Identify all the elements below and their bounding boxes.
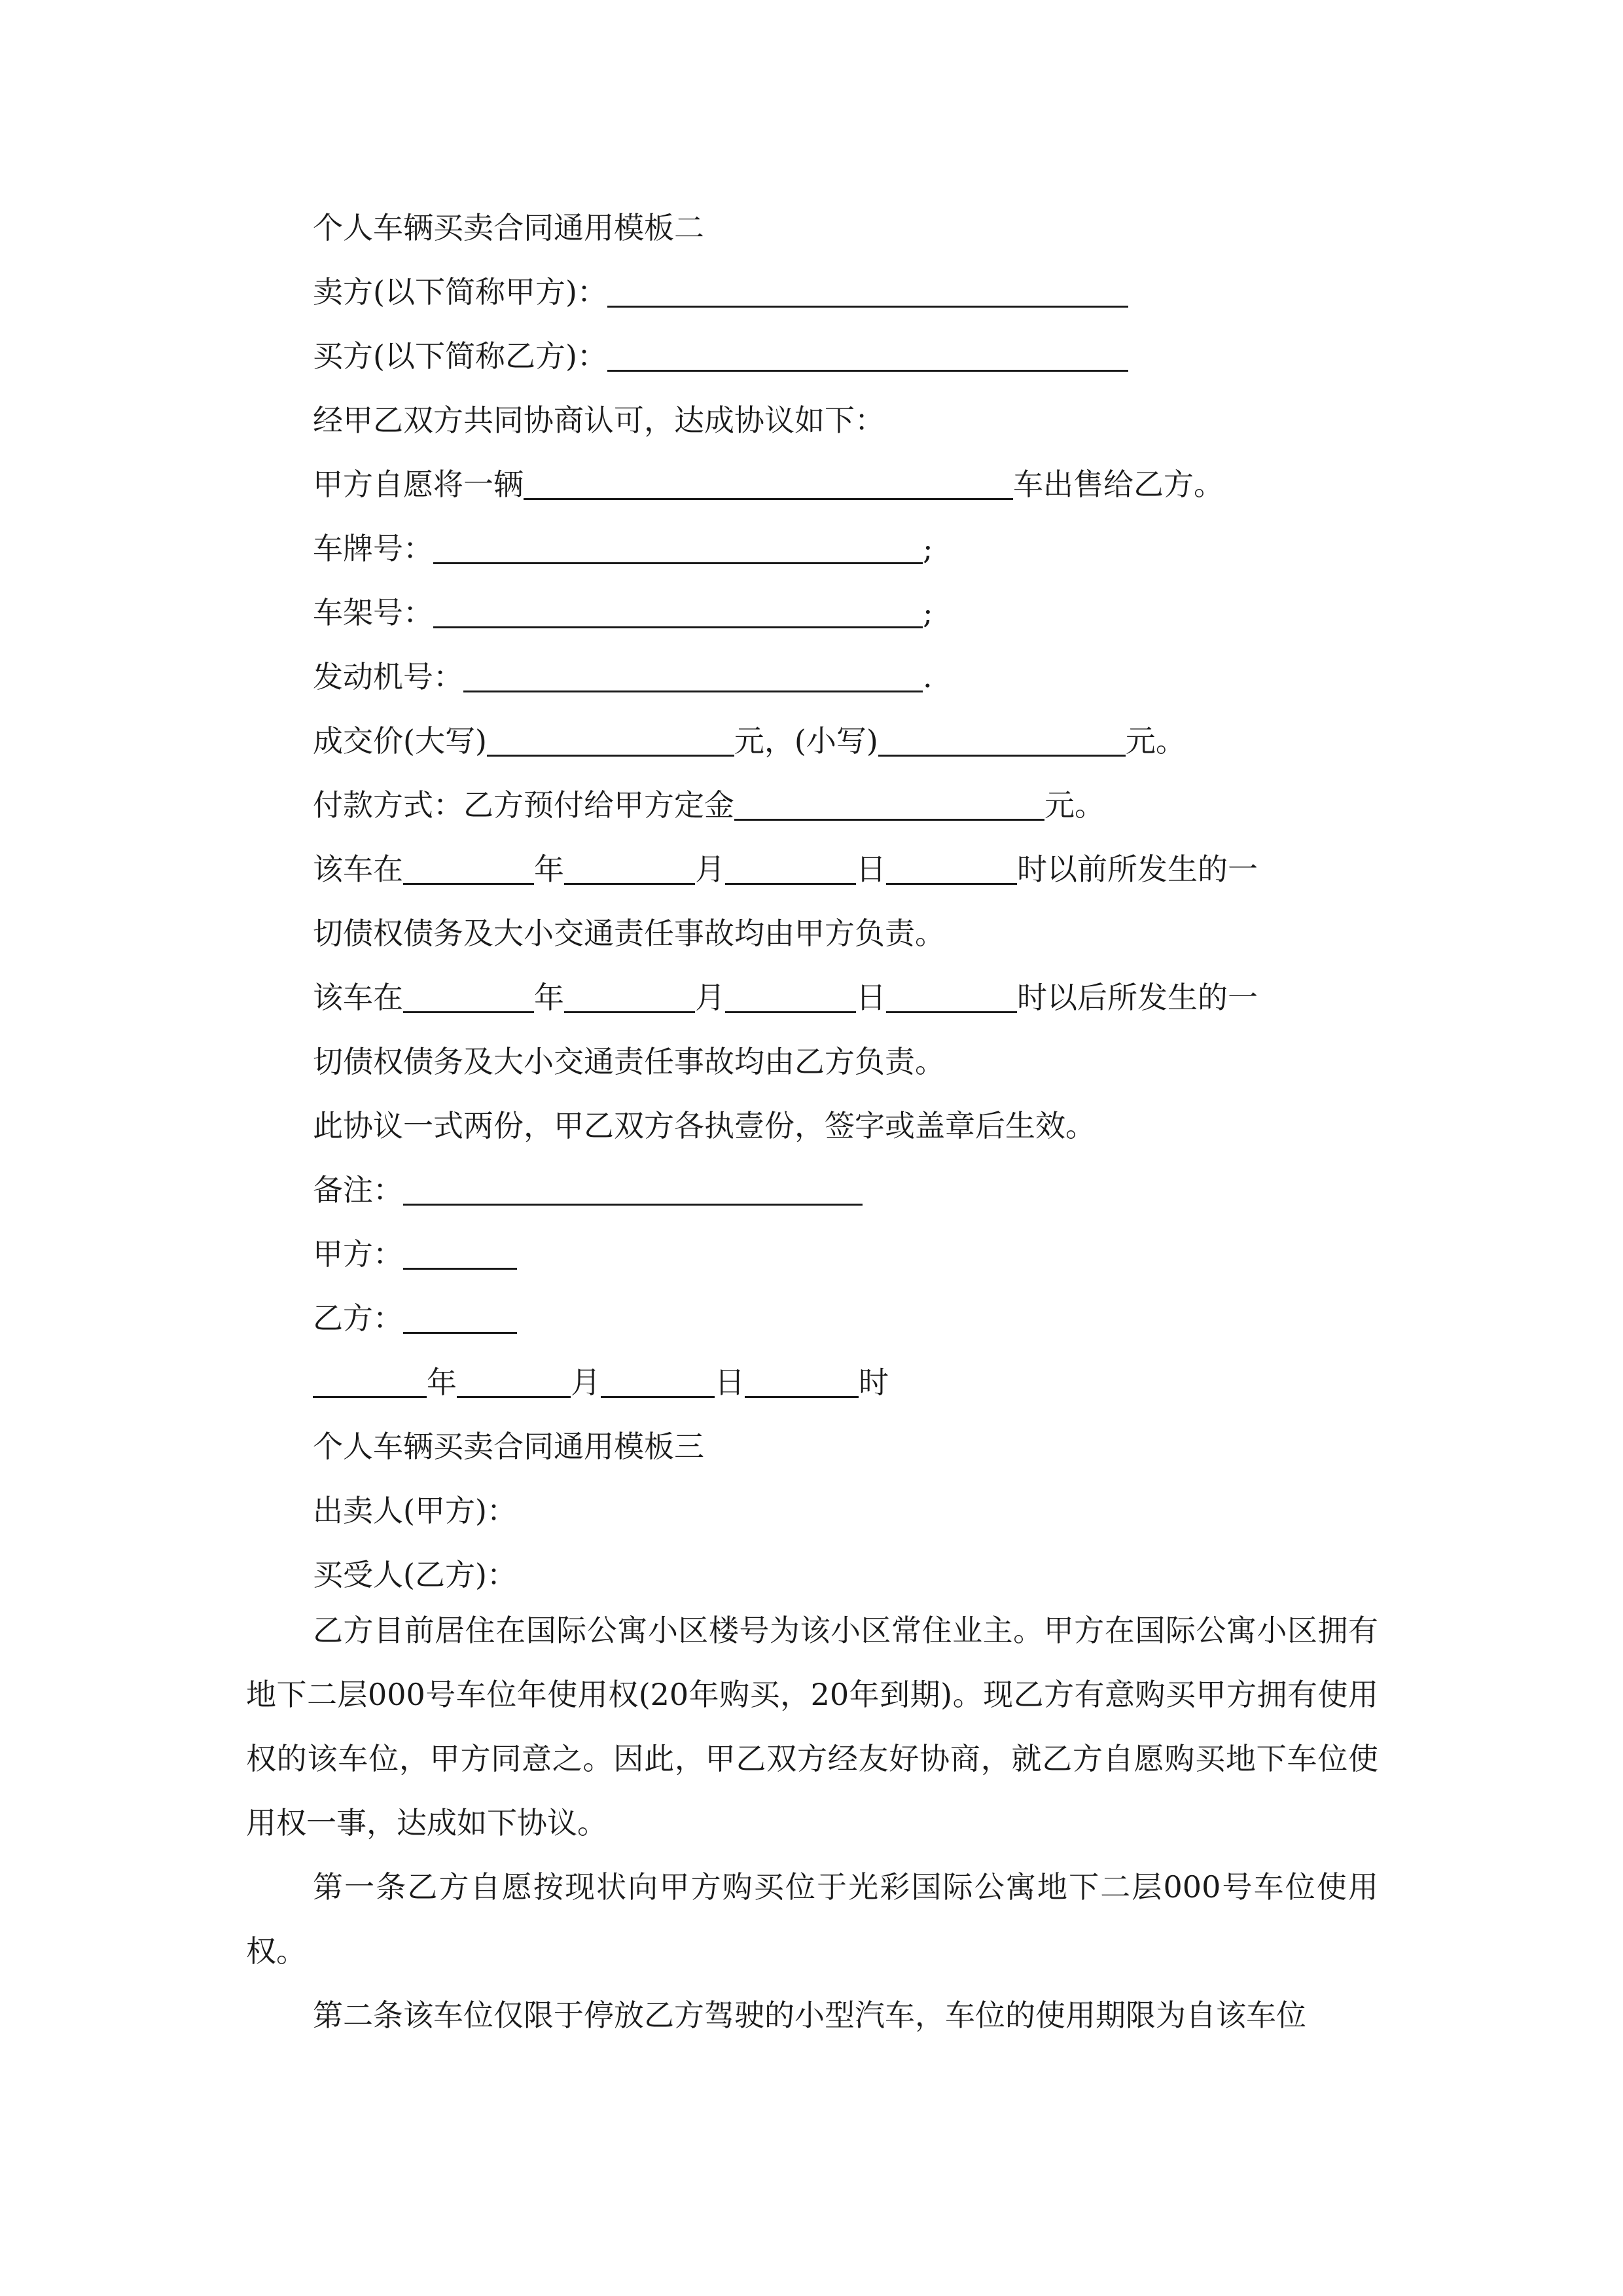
after-month-label: 月 xyxy=(695,980,725,1015)
template3-article-1: 第一条乙方自愿按现状向甲方购买位于光彩国际公寓地下二层000号车位使用权。 xyxy=(246,1869,1378,1969)
template3-buyer: 买受人(乙方)： xyxy=(313,1557,517,1592)
date-year-label: 年 xyxy=(427,1365,457,1400)
before-day-blank[interactable] xyxy=(725,853,856,885)
date-month-label: 月 xyxy=(571,1365,601,1400)
vehicle-prefix: 甲方自愿将一辆 xyxy=(313,467,524,502)
after-prefix: 该车在 xyxy=(313,980,403,1015)
party-a-line xyxy=(313,1234,517,1274)
engine-label: 发动机号： xyxy=(313,659,463,694)
engine-end: . xyxy=(923,659,933,694)
date-year-blank[interactable] xyxy=(313,1366,427,1398)
party-a-blank[interactable] xyxy=(403,1238,517,1270)
after-line-2: 切债权债务及大小交通责任事故均由乙方负责。 xyxy=(313,1044,945,1079)
price-upper-label: 成交价(大写) xyxy=(313,723,487,759)
date-hour-blank[interactable] xyxy=(745,1366,859,1398)
plate-line xyxy=(313,529,933,568)
plate-end: ; xyxy=(923,531,933,566)
date-month-blank[interactable] xyxy=(457,1366,571,1398)
plate-blank[interactable] xyxy=(433,532,923,564)
after-year-blank[interactable] xyxy=(403,981,534,1013)
before-month-label: 月 xyxy=(695,852,725,887)
seller-blank[interactable] xyxy=(607,276,1128,308)
after-day-blank[interactable] xyxy=(725,981,856,1013)
before-line-2: 切债权债务及大小交通责任事故均由甲方负责。 xyxy=(313,916,945,951)
template3-article-2: 第二条该车位仅限于停放乙方驾驶的小型汽车，车位的使用期限为自该车位 xyxy=(313,1998,1306,2033)
before-year-label: 年 xyxy=(534,852,564,887)
template3-title: 个人车辆买卖合同通用模板三 xyxy=(313,1429,704,1464)
frame-end: ; xyxy=(923,595,933,630)
price-line xyxy=(313,721,1186,761)
payment-end: 元。 xyxy=(1044,787,1105,823)
template3-seller: 出卖人(甲方)： xyxy=(313,1493,517,1528)
date-line xyxy=(313,1363,889,1402)
date-day-label: 日 xyxy=(715,1365,745,1400)
date-hour-label: 时 xyxy=(859,1365,889,1400)
seller-line xyxy=(313,272,1128,312)
frame-line xyxy=(313,593,933,632)
template2-title: 个人车辆买卖合同通用模板二 xyxy=(313,210,704,245)
remarks-label: 备注： xyxy=(313,1172,403,1208)
after-hour-blank[interactable] xyxy=(886,981,1017,1013)
price-upper-blank[interactable] xyxy=(487,725,734,757)
party-b-line xyxy=(313,1299,517,1338)
before-hour-blank[interactable] xyxy=(886,853,1017,885)
after-year-label: 年 xyxy=(534,980,564,1015)
after-month-blank[interactable] xyxy=(564,981,695,1013)
party-b-label: 乙方： xyxy=(313,1300,403,1336)
after-day-label: 日 xyxy=(856,980,886,1015)
template3-paragraph-1: 乙方目前居住在国际公寓小区楼号为该小区常住业主。甲方在国际公寓小区拥有地下二层000号车位年使用权(20年购买，20年到期)。现乙方有意购买甲方拥有使用权的该车位，甲方同意之。因此，甲乙双方经友好协商，就乙方自愿购买地下车位使用权一事，达成如下协议。 xyxy=(246,1613,1378,1840)
before-line xyxy=(313,850,1258,889)
vehicle-suffix: 车出售给乙方。 xyxy=(1013,467,1224,502)
before-month-blank[interactable] xyxy=(564,853,695,885)
after-suffix: 时以后所发生的一 xyxy=(1017,980,1258,1015)
plate-label: 车牌号： xyxy=(313,531,433,566)
frame-label: 车架号： xyxy=(313,595,433,630)
vehicle-line xyxy=(313,465,1224,504)
intro-line: 经甲乙双方共同协商认可，达成协议如下： xyxy=(313,403,885,438)
buyer-line xyxy=(313,336,1128,376)
remarks-line xyxy=(313,1170,863,1210)
engine-blank[interactable] xyxy=(463,660,923,692)
party-b-blank[interactable] xyxy=(403,1302,517,1334)
price-end: 元。 xyxy=(1125,723,1186,759)
before-prefix: 该车在 xyxy=(313,852,403,887)
vehicle-blank[interactable] xyxy=(524,468,1013,500)
payment-line xyxy=(313,785,1105,825)
engine-line xyxy=(313,657,933,696)
frame-blank[interactable] xyxy=(433,596,923,628)
after-line xyxy=(313,978,1258,1017)
party-a-label: 甲方： xyxy=(313,1236,403,1272)
date-day-blank[interactable] xyxy=(601,1366,715,1398)
remarks-blank[interactable] xyxy=(403,1174,863,1206)
buyer-blank[interactable] xyxy=(607,340,1128,372)
deposit-blank[interactable] xyxy=(734,789,1044,821)
before-day-label: 日 xyxy=(856,852,886,887)
price-lower-blank[interactable] xyxy=(878,725,1126,757)
seller-label: 卖方(以下简称甲方)： xyxy=(313,274,607,310)
payment-label: 付款方式：乙方预付给甲方定金 xyxy=(313,787,734,823)
price-mid: 元，(小写) xyxy=(734,723,878,759)
before-year-blank[interactable] xyxy=(403,853,534,885)
copies-line: 此协议一式两份，甲乙双方各执壹份，签字或盖章后生效。 xyxy=(313,1108,1096,1143)
buyer-label: 买方(以下简称乙方)： xyxy=(313,338,607,374)
before-suffix: 时以前所发生的一 xyxy=(1017,852,1258,887)
